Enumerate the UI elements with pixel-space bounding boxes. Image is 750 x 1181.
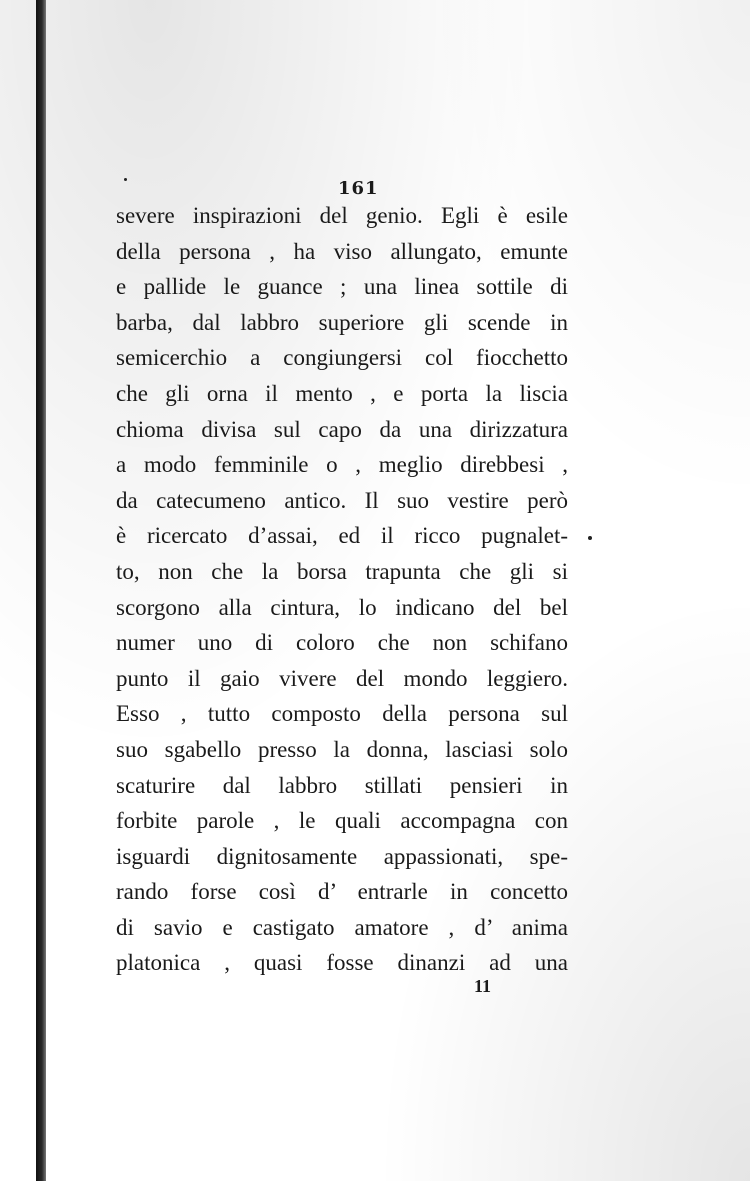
page-number: 161 bbox=[338, 178, 379, 199]
text-line: da catecumeno antico. Il suo vestire però bbox=[116, 487, 568, 513]
ink-speck bbox=[124, 178, 127, 181]
text-line: della persona , ha viso allungato, emunte bbox=[116, 238, 568, 264]
text-line: scaturire dal labbro stillati pensieri in bbox=[116, 772, 568, 798]
text-line: Esso , tutto composto della persona sul bbox=[116, 701, 568, 727]
text-line: punto il gaio vivere del mondo leggiero. bbox=[116, 665, 568, 691]
text-line: isguardi dignitosamente appassionati, spe- bbox=[116, 843, 568, 869]
text-line: barba, dal labbro superiore gli scende in bbox=[116, 309, 568, 335]
text-line: scorgono alla cintura, lo indicano del bel bbox=[116, 594, 568, 620]
text-line: a modo femminile o , meglio direbbesi , bbox=[116, 452, 568, 478]
page-binding-edge bbox=[36, 0, 46, 1181]
text-line: severe inspirazioni del genio. Egli è esile bbox=[116, 203, 568, 228]
text-line: forbite parole , le quali accompagna con bbox=[116, 808, 568, 834]
text-line: chioma divisa sul capo da una dirizzatura bbox=[116, 416, 568, 442]
text-line: rando forse così d’ entrarle in concetto bbox=[116, 879, 568, 905]
text-line: numer uno di coloro che non schifano bbox=[116, 630, 568, 656]
body-text bbox=[116, 198, 568, 981]
printer-signature-mark: 11 bbox=[474, 976, 492, 996]
text-line: to, non che la borsa trapunta che gli si bbox=[116, 558, 568, 584]
text-line: di savio e castigato amatore , d’ anima bbox=[116, 914, 568, 940]
text-line: suo sgabello presso la donna, lasciasi solo bbox=[116, 736, 568, 762]
text-line: semicerchio a congiungersi col fiocchetto bbox=[116, 345, 568, 371]
text-line: è ricercato d’assai, ed il ricco pugnalet- bbox=[116, 523, 568, 549]
text-line: e pallide le guance ; una linea sottile di bbox=[116, 274, 568, 300]
text-line: platonica , quasi fosse dinanzi ad una bbox=[116, 950, 568, 976]
ink-speck bbox=[588, 536, 592, 540]
text-line: che gli orna il mento , e porta la liscia bbox=[116, 380, 568, 406]
